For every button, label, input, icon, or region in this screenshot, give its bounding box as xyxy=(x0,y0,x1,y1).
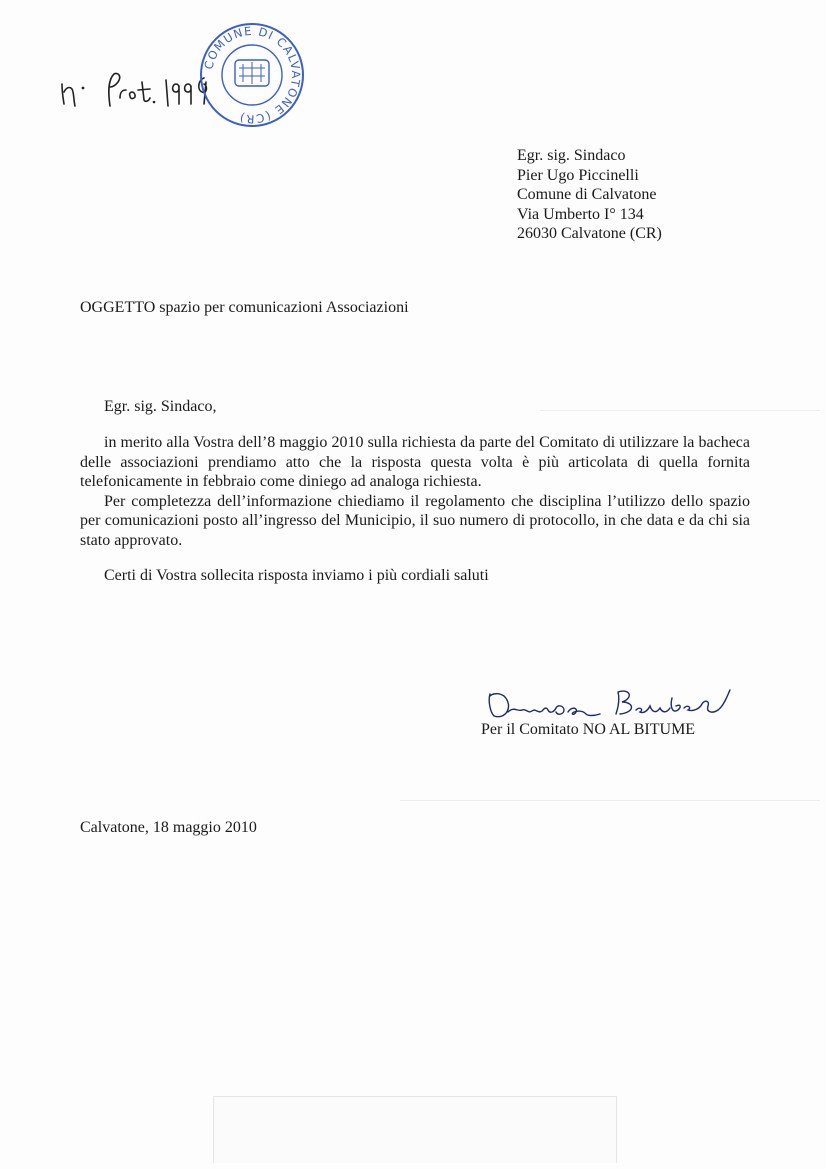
recipient-street: Via Umberto I° 134 xyxy=(517,205,644,223)
scan-artifact-line xyxy=(540,410,820,411)
handwritten-signature xyxy=(484,684,744,724)
scan-edge-artifact xyxy=(213,1096,617,1163)
body-paragraph-2: Per completezza dell’informazione chiediamo il regolamento che disciplina l’utilizzo dello spazio per comunicazioni posto all’ingresso del Municipio, il suo numero di protocollo, in che data e da chi sia stato approvato. xyxy=(80,492,750,549)
municipal-stamp xyxy=(197,20,307,130)
recipient-organization: Comune di Calvatone xyxy=(517,186,657,204)
letter-date: Calvatone, 18 maggio 2010 xyxy=(80,819,257,836)
recipient-title: Egr. sig. Sindaco xyxy=(517,147,626,164)
letter-salutation: Egr. sig. Sindaco, xyxy=(104,398,217,415)
recipient-address xyxy=(517,146,662,244)
signer-name: Per il Comitato NO AL BITUME xyxy=(481,721,696,738)
body-paragraph-1: in merito alla Vostra dell’8 maggio 2010 sulla richiesta da parte del Comitato di utilizzare la bacheca delle associazioni prendiamo atto che la risposta questa volta è più articolata di quella fornita telefonicamente in febbraio come diniego ad analoga richiesta. xyxy=(80,434,750,491)
scan-artifact-line xyxy=(400,800,820,801)
recipient-city: 26030 Calvatone (CR) xyxy=(517,225,662,243)
letter-closing: Certi di Vostra sollecita risposta inviamo i più cordiali saluti xyxy=(104,567,489,584)
letter-body xyxy=(80,433,750,551)
svg-text:COMUNE DI CALVATONE (CR): COMUNE DI CALVATONE (CR) xyxy=(201,23,304,127)
letter-subject: OGGETTO spazio per comunicazioni Associazioni xyxy=(80,299,409,316)
handwritten-protocol-note xyxy=(58,62,218,112)
recipient-name: Pier Ugo Piccinelli xyxy=(517,166,639,184)
